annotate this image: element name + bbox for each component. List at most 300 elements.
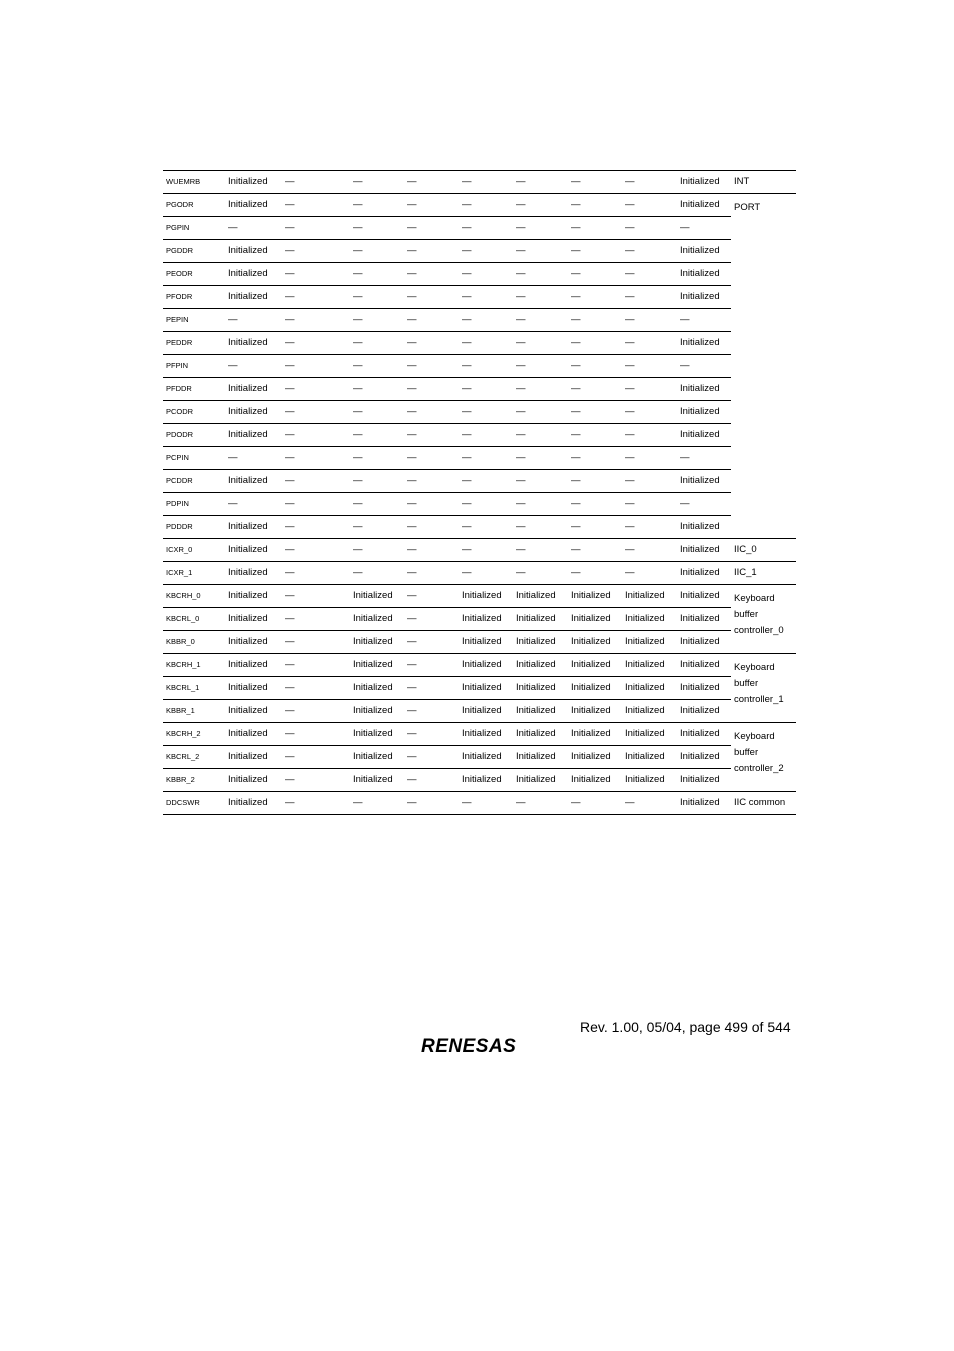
reset-state-cell: — [407, 636, 417, 648]
table-row [163, 470, 796, 493]
reset-state-cell: Initialized [625, 705, 665, 717]
reset-state-cell: Initialized [353, 751, 393, 763]
reset-state-cell: Initialized [228, 567, 268, 579]
reset-state-cell: — [404, 171, 459, 194]
reset-state-cell: — [625, 475, 635, 487]
table-row [163, 700, 796, 723]
reset-state-cell: — [571, 383, 581, 395]
reset-state-cell: — [516, 314, 526, 326]
table-row [163, 217, 796, 240]
reset-state-cell: — [462, 222, 472, 234]
register-name: PGDDR [166, 246, 194, 256]
table-row [163, 424, 796, 447]
reset-state-cell: Initialized [625, 751, 665, 763]
reset-state-cell: Initialized [680, 774, 720, 786]
reset-state-cell: — [285, 475, 295, 487]
reset-state-cell: — [285, 498, 295, 510]
reset-state-cell: Initialized [680, 544, 720, 556]
reset-state-cell: — [353, 429, 363, 441]
table-row [163, 355, 796, 378]
reset-state-cell: — [353, 475, 363, 487]
reset-state-cell: — [462, 245, 472, 257]
reset-state-cell: — [625, 567, 635, 579]
reset-state-cell: — [407, 268, 417, 280]
reset-state-cell: — [285, 659, 295, 671]
reset-state-cell: — [625, 544, 635, 556]
module-name: IIC_0 [731, 539, 796, 562]
reset-state-cell: — [282, 171, 350, 194]
reset-state-cell: — [285, 797, 295, 809]
reset-state-cell: — [407, 751, 417, 763]
reset-state-cell: — [516, 337, 526, 349]
reset-state-cell: — [462, 406, 472, 418]
table-row [163, 654, 796, 677]
reset-state-cell: — [462, 567, 472, 579]
register-name: KBCRH_0 [166, 591, 201, 601]
reset-state-cell: — [571, 245, 581, 257]
register-name: DDCSWR [166, 798, 200, 808]
reset-state-cell: — [571, 475, 581, 487]
table-row [163, 723, 796, 746]
reset-state-cell: Initialized [516, 636, 556, 648]
reset-state-cell: — [285, 452, 295, 464]
reset-state-cell: Initialized [571, 751, 611, 763]
reset-state-cell: — [516, 567, 526, 579]
module-name: PORT [731, 194, 796, 539]
module-name: Keyboard buffer controller_0 [731, 585, 796, 654]
reset-state-cell: — [353, 199, 363, 211]
reset-state-cell: — [353, 268, 363, 280]
reset-state-cell: — [568, 171, 622, 194]
table-row [163, 309, 796, 332]
reset-state-cell: Initialized [228, 406, 268, 418]
register-name: KBCRL_0 [166, 614, 200, 624]
reset-state-cell: — [285, 774, 295, 786]
table-row [163, 447, 796, 470]
reset-state-cell: — [462, 360, 472, 372]
reset-state-cell: Initialized [516, 659, 556, 671]
reset-state-cell: — [407, 613, 417, 625]
reset-state-cell: Initialized [228, 199, 268, 211]
reset-state-cell: — [462, 383, 472, 395]
reset-state-cell: — [516, 498, 526, 510]
reset-state-cell: — [516, 199, 526, 211]
register-name: KBCRH_2 [166, 729, 201, 739]
reset-state-cell: — [353, 797, 363, 809]
reset-state-cell: Initialized [571, 705, 611, 717]
reset-state-cell: — [407, 360, 417, 372]
reset-state-cell: — [353, 222, 363, 234]
reset-state-cell: — [353, 521, 363, 533]
reset-state-cell: Initialized [516, 682, 556, 694]
reset-state-cell: — [285, 567, 295, 579]
reset-state-cell: Initialized [516, 728, 556, 740]
reset-state-cell: Initialized [228, 429, 268, 441]
table-row [163, 769, 796, 792]
reset-state-cell: Initialized [462, 751, 502, 763]
reset-state-cell: — [625, 314, 635, 326]
reset-state-cell: — [462, 291, 472, 303]
register-name: ICXR_0 [166, 545, 193, 555]
reset-state-cell: — [285, 314, 295, 326]
reset-state-cell: — [407, 199, 417, 211]
table-row [163, 171, 796, 194]
module-name: IIC common [731, 792, 796, 815]
reset-state-cell: — [407, 245, 417, 257]
reset-state-cell: — [571, 314, 581, 326]
table-row [163, 493, 796, 516]
reset-state-cell: Initialized [625, 659, 665, 671]
reset-state-cell: Initialized [680, 199, 720, 211]
table-row [163, 746, 796, 769]
reset-state-cell: — [625, 222, 635, 234]
reset-state-cell: — [462, 429, 472, 441]
reset-state-cell: Initialized [680, 245, 720, 257]
reset-state-cell: Initialized [680, 567, 720, 579]
reset-state-cell: — [462, 498, 472, 510]
reset-state-cell: Initialized [228, 613, 268, 625]
reset-state-cell: — [407, 521, 417, 533]
reset-state-cell: — [407, 314, 417, 326]
reset-state-cell: — [625, 291, 635, 303]
reset-state-cell: — [625, 383, 635, 395]
reset-state-cell: — [625, 406, 635, 418]
reset-state-cell: Initialized [353, 590, 393, 602]
reset-state-cell: Initialized [625, 682, 665, 694]
reset-state-cell: Initialized [228, 383, 268, 395]
table-row [163, 240, 796, 263]
reset-state-cell: Initialized [680, 268, 720, 280]
register-table [163, 170, 796, 815]
reset-state-cell: Initialized [462, 682, 502, 694]
reset-state-cell: — [228, 360, 238, 372]
reset-state-cell: Initialized [571, 659, 611, 671]
reset-state-cell: Initialized [571, 682, 611, 694]
reset-state-cell: Initialized [228, 475, 268, 487]
reset-state-cell: Initialized [677, 171, 731, 194]
reset-state-cell: Initialized [516, 705, 556, 717]
reset-state-cell: Initialized [516, 590, 556, 602]
reset-state-cell: Initialized [680, 475, 720, 487]
reset-state-cell: — [407, 797, 417, 809]
reset-state-cell: — [571, 222, 581, 234]
reset-state-cell: — [571, 199, 581, 211]
reset-state-cell: — [516, 222, 526, 234]
reset-state-cell: — [285, 705, 295, 717]
reset-state-cell: — [353, 291, 363, 303]
reset-state-cell: — [228, 498, 238, 510]
module-name: INT [731, 171, 796, 194]
reset-state-cell: Initialized [680, 337, 720, 349]
table-row [163, 585, 796, 608]
reset-state-cell: — [625, 268, 635, 280]
reset-state-cell: — [516, 544, 526, 556]
module-name: Keyboard buffer controller_2 [731, 723, 796, 792]
reset-state-cell: — [516, 268, 526, 280]
table-row [163, 263, 796, 286]
module-name: IIC_1 [731, 562, 796, 585]
register-name: KBCRH_1 [166, 660, 201, 670]
reset-state-cell: — [571, 498, 581, 510]
reset-state-cell: Initialized [462, 774, 502, 786]
reset-state-cell: — [516, 245, 526, 257]
reset-state-cell: Initialized [228, 337, 268, 349]
register-name: PFPIN [166, 361, 189, 371]
reset-state-cell: Initialized [353, 682, 393, 694]
reset-state-cell: — [625, 337, 635, 349]
reset-state-cell: — [625, 360, 635, 372]
reset-state-cell: — [353, 337, 363, 349]
reset-state-cell: — [407, 567, 417, 579]
reset-state-cell: Initialized [228, 774, 268, 786]
reset-state-cell: Initialized [353, 659, 393, 671]
reset-state-cell: — [407, 682, 417, 694]
reset-state-cell: — [571, 406, 581, 418]
reset-state-cell: — [285, 521, 295, 533]
reset-state-cell: — [516, 452, 526, 464]
table-row [163, 631, 796, 654]
reset-state-cell: — [353, 567, 363, 579]
reset-state-cell: — [622, 171, 677, 194]
reset-state-cell: Initialized [228, 590, 268, 602]
reset-state-cell: Initialized [680, 429, 720, 441]
reset-state-cell: — [407, 383, 417, 395]
page-info: Rev. 1.00, 05/04, page 499 of 544 [580, 1019, 791, 1035]
reset-state-cell: Initialized [228, 797, 268, 809]
reset-state-cell: Initialized [516, 774, 556, 786]
reset-state-cell: Initialized [228, 751, 268, 763]
reset-state-cell: — [285, 245, 295, 257]
reset-state-cell: — [625, 199, 635, 211]
reset-state-cell: — [571, 337, 581, 349]
reset-state-cell: Initialized [228, 521, 268, 533]
reset-state-cell: — [516, 475, 526, 487]
register-name: PDDDR [166, 522, 193, 532]
reset-state-cell: Initialized [462, 705, 502, 717]
table-row [163, 332, 796, 355]
table-row [163, 401, 796, 424]
table-row [163, 608, 796, 631]
module-name: Keyboard buffer controller_1 [731, 654, 796, 723]
reset-state-cell: — [353, 383, 363, 395]
reset-state-cell: — [571, 268, 581, 280]
reset-state-cell: Initialized [228, 636, 268, 648]
reset-state-cell: — [625, 498, 635, 510]
reset-state-cell: — [407, 222, 417, 234]
register-name: PCODR [166, 407, 194, 417]
reset-state-cell: Initialized [571, 636, 611, 648]
reset-state-cell: Initialized [680, 636, 720, 648]
reset-state-cell: — [625, 521, 635, 533]
reset-state-cell: — [285, 429, 295, 441]
reset-state-cell: — [285, 383, 295, 395]
reset-state-cell: Initialized [680, 705, 720, 717]
reset-state-cell: — [571, 544, 581, 556]
register-name: PGODR [166, 200, 194, 210]
reset-state-cell: Initialized [571, 774, 611, 786]
reset-state-cell: Initialized [228, 728, 268, 740]
reset-state-cell: Initialized [353, 613, 393, 625]
reset-state-cell: Initialized [680, 590, 720, 602]
table-row [163, 677, 796, 700]
reset-state-cell: — [571, 291, 581, 303]
reset-state-cell: — [353, 452, 363, 464]
reset-state-cell: — [680, 360, 690, 372]
register-name: PDODR [166, 430, 194, 440]
reset-state-cell: — [680, 222, 690, 234]
reset-state-cell: — [407, 590, 417, 602]
reset-state-cell: — [462, 797, 472, 809]
register-name: PCPIN [166, 453, 189, 463]
reset-state-cell: — [407, 659, 417, 671]
reset-state-cell: — [571, 360, 581, 372]
reset-state-cell: — [516, 383, 526, 395]
reset-state-cell: — [516, 406, 526, 418]
reset-state-cell: — [228, 314, 238, 326]
reset-state-cell: — [285, 268, 295, 280]
register-name: WUEMRB [163, 171, 225, 194]
reset-state-cell: — [285, 590, 295, 602]
reset-state-cell: Initialized [228, 659, 268, 671]
reset-state-cell: — [407, 475, 417, 487]
reset-state-cell: — [350, 171, 404, 194]
reset-state-cell: Initialized [571, 613, 611, 625]
reset-state-cell: Initialized [680, 682, 720, 694]
reset-state-cell: Initialized [571, 728, 611, 740]
register-name: PDPIN [166, 499, 189, 509]
register-name: PEDDR [166, 338, 193, 348]
register-name: PEODR [166, 269, 193, 279]
reset-state-cell: — [571, 521, 581, 533]
register-name: KBCRL_1 [166, 683, 200, 693]
reset-state-cell: Initialized [680, 291, 720, 303]
reset-state-cell: Initialized [571, 590, 611, 602]
reset-state-cell: Initialized [462, 590, 502, 602]
reset-state-cell: — [228, 452, 238, 464]
reset-state-cell: — [680, 314, 690, 326]
reset-state-cell: — [680, 452, 690, 464]
reset-state-cell: Initialized [625, 636, 665, 648]
reset-state-cell: — [407, 705, 417, 717]
reset-state-cell: Initialized [353, 636, 393, 648]
reset-state-cell: Initialized [680, 728, 720, 740]
register-name: PFODR [166, 292, 193, 302]
table-row [163, 539, 796, 562]
reset-state-cell: — [285, 291, 295, 303]
register-name: ICXR_1 [166, 568, 193, 578]
reset-state-cell: Initialized [462, 728, 502, 740]
reset-state-cell: — [462, 544, 472, 556]
reset-state-cell: — [462, 314, 472, 326]
table-row [163, 516, 796, 539]
reset-state-cell: — [353, 314, 363, 326]
reset-state-cell: — [407, 498, 417, 510]
reset-state-cell: — [353, 498, 363, 510]
reset-state-cell: Initialized [625, 774, 665, 786]
table-row [163, 286, 796, 309]
register-name: KBBR_1 [166, 706, 195, 716]
reset-state-cell: — [285, 613, 295, 625]
reset-state-cell: — [513, 171, 568, 194]
reset-state-cell: — [353, 360, 363, 372]
reset-state-cell: — [625, 245, 635, 257]
reset-state-cell: Initialized [228, 268, 268, 280]
reset-state-cell: — [462, 268, 472, 280]
reset-state-cell: Initialized [680, 613, 720, 625]
reset-state-cell: Initialized [680, 797, 720, 809]
reset-state-cell: Initialized [680, 751, 720, 763]
reset-state-cell: — [516, 521, 526, 533]
reset-state-cell: — [285, 636, 295, 648]
reset-state-cell: Initialized [680, 659, 720, 671]
reset-state-cell: Initialized [680, 383, 720, 395]
register-name: KBCRL_2 [166, 752, 200, 762]
reset-state-cell: Initialized [353, 705, 393, 717]
reset-state-cell: — [228, 222, 238, 234]
reset-state-cell: — [407, 406, 417, 418]
reset-state-cell: Initialized [225, 171, 282, 194]
reset-state-cell: Initialized [462, 636, 502, 648]
reset-state-cell: — [285, 222, 295, 234]
reset-state-cell: — [462, 337, 472, 349]
reset-state-cell: — [285, 728, 295, 740]
register-name: PEPIN [166, 315, 189, 325]
register-name: PFDDR [166, 384, 192, 394]
reset-state-cell: — [285, 682, 295, 694]
reset-state-cell: Initialized [680, 406, 720, 418]
table-row [163, 792, 796, 815]
reset-state-cell: Initialized [516, 613, 556, 625]
reset-state-cell: — [462, 452, 472, 464]
reset-state-cell: — [407, 337, 417, 349]
reset-state-cell: — [353, 406, 363, 418]
register-name: KBBR_2 [166, 775, 195, 785]
reset-state-cell: Initialized [228, 245, 268, 257]
table-row [163, 562, 796, 585]
reset-state-cell: — [407, 429, 417, 441]
reset-state-cell: Initialized [462, 613, 502, 625]
reset-state-cell: Initialized [625, 590, 665, 602]
reset-state-cell: Initialized [228, 705, 268, 717]
reset-state-cell: — [353, 245, 363, 257]
reset-state-cell: — [625, 452, 635, 464]
renesas-logo [421, 1034, 541, 1061]
reset-state-cell: — [571, 567, 581, 579]
reset-state-cell: Initialized [228, 291, 268, 303]
reset-state-cell: — [407, 291, 417, 303]
reset-state-cell: — [285, 544, 295, 556]
reset-state-cell: — [353, 544, 363, 556]
reset-state-cell: Initialized [228, 682, 268, 694]
reset-state-cell: — [571, 797, 581, 809]
reset-state-cell: — [285, 199, 295, 211]
reset-state-cell: — [459, 171, 513, 194]
reset-state-cell: — [462, 521, 472, 533]
logo-text: RENESAS [421, 1036, 517, 1056]
reset-state-cell: Initialized [228, 544, 268, 556]
reset-state-cell: — [516, 360, 526, 372]
reset-state-cell: — [407, 544, 417, 556]
register-name: KBBR_0 [166, 637, 195, 647]
reset-state-cell: — [625, 797, 635, 809]
register-name: PCDDR [166, 476, 193, 486]
reset-state-cell: Initialized [353, 774, 393, 786]
reset-state-cell: Initialized [625, 613, 665, 625]
reset-state-cell: Initialized [680, 521, 720, 533]
reset-state-cell: — [625, 429, 635, 441]
reset-state-cell: — [285, 406, 295, 418]
reset-state-cell: — [516, 797, 526, 809]
